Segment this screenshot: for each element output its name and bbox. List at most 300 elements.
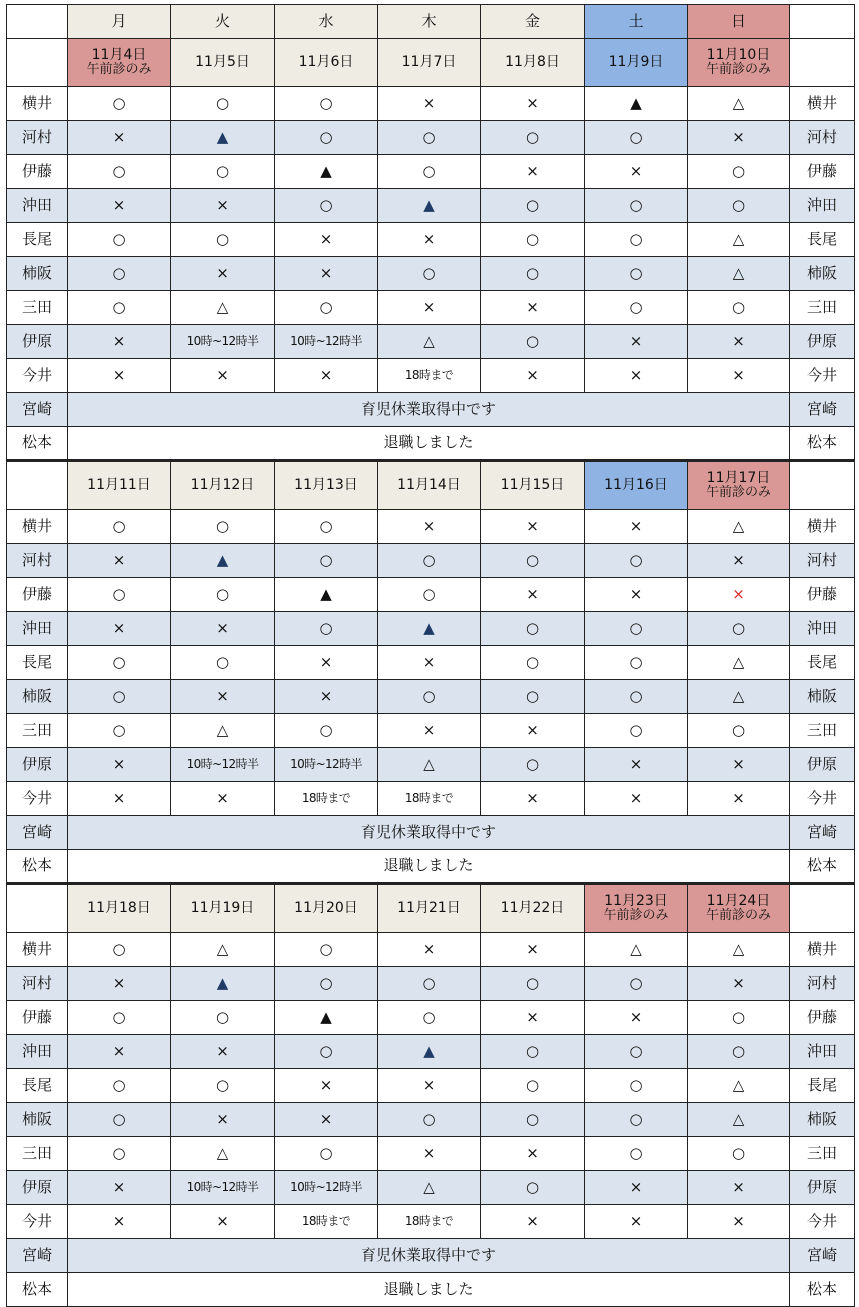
availability-cell: ×: [68, 612, 171, 646]
availability-cell: ○: [68, 680, 171, 714]
availability-cell: ○: [688, 291, 790, 325]
staff-name: 今井: [7, 359, 68, 393]
availability-cell: ○: [68, 257, 171, 291]
availability-cell: △: [378, 325, 481, 359]
availability-cell: ×: [688, 1205, 790, 1239]
date-cell: [481, 461, 585, 510]
date-cell: [171, 39, 275, 87]
staff-row: [7, 850, 855, 884]
date-label: 11月18日: [87, 900, 151, 917]
availability-cell: ×: [378, 714, 481, 748]
availability-cell: ○: [275, 933, 378, 967]
availability-cell: ○: [585, 1137, 688, 1171]
availability-cell: 10時~12時半: [171, 325, 275, 359]
availability-cell: ○: [481, 544, 585, 578]
staff-row: [7, 680, 855, 714]
weekday-header: 木: [378, 5, 481, 39]
availability-cell: 18時まで: [275, 1205, 378, 1239]
date-label: 11月19日: [190, 900, 255, 917]
availability-cell: ×: [481, 155, 585, 189]
availability-cell: ×: [688, 748, 790, 782]
staff-name: 伊藤: [7, 1001, 68, 1035]
schedule-table: [6, 4, 855, 1307]
availability-cell: ×: [585, 510, 688, 544]
staff-name-right: 三田: [790, 291, 855, 325]
staff-row: [7, 816, 855, 850]
availability-cell: ○: [68, 933, 171, 967]
availability-cell: ×: [68, 1035, 171, 1069]
availability-cell: ○: [585, 257, 688, 291]
availability-cell: ○: [275, 1137, 378, 1171]
header-corner: [7, 5, 68, 39]
date-cell: [171, 884, 275, 933]
staff-name-right: 今井: [790, 1205, 855, 1239]
availability-cell: ×: [585, 155, 688, 189]
availability-cell: ○: [481, 748, 585, 782]
staff-row: [7, 427, 855, 461]
date-header-row: [7, 461, 855, 510]
availability-cell: ○: [585, 646, 688, 680]
date-label: 11月6日: [298, 54, 354, 71]
date-label: 11月21日: [397, 900, 461, 917]
availability-cell: ○: [585, 121, 688, 155]
availability-cell: ○: [68, 291, 171, 325]
date-cell: [275, 461, 378, 510]
date-cell: [378, 884, 481, 933]
availability-cell: △: [688, 223, 790, 257]
date-cell: [68, 884, 171, 933]
staff-row: [7, 646, 855, 680]
availability-cell: ○: [378, 967, 481, 1001]
availability-cell: ○: [585, 544, 688, 578]
availability-cell: ×: [171, 1205, 275, 1239]
availability-cell: ○: [171, 87, 275, 121]
date-header-row: [7, 884, 855, 933]
availability-cell: ×: [275, 680, 378, 714]
availability-cell: ○: [481, 1069, 585, 1103]
staff-name-right: 宮崎: [790, 393, 855, 427]
availability-cell: ○: [171, 1069, 275, 1103]
availability-cell: ○: [585, 223, 688, 257]
availability-cell: △: [171, 933, 275, 967]
staff-name: 三田: [7, 714, 68, 748]
date-cell: [378, 461, 481, 510]
availability-cell: ○: [688, 189, 790, 223]
staff-name: 河村: [7, 967, 68, 1001]
availability-cell: 18時まで: [378, 359, 481, 393]
availability-cell: ○: [481, 1035, 585, 1069]
staff-name: 長尾: [7, 1069, 68, 1103]
staff-name: 今井: [7, 1205, 68, 1239]
availability-cell: ○: [68, 1103, 171, 1137]
availability-cell: ▲: [275, 155, 378, 189]
availability-cell: ○: [688, 1137, 790, 1171]
staff-name-right: 三田: [790, 1137, 855, 1171]
availability-cell: ▲: [275, 578, 378, 612]
availability-cell: ○: [378, 578, 481, 612]
staff-name-right: 今井: [790, 782, 855, 816]
availability-cell: △: [378, 1171, 481, 1205]
staff-name-right: 沖田: [790, 612, 855, 646]
staff-name: 長尾: [7, 223, 68, 257]
availability-cell: ○: [481, 612, 585, 646]
staff-name-right: 沖田: [790, 1035, 855, 1069]
staff-row: [7, 714, 855, 748]
staff-name-right: 柿阪: [790, 257, 855, 291]
date-note: 午前診のみ: [603, 908, 669, 924]
staff-name-right: 松本: [790, 427, 855, 461]
availability-cell: ○: [481, 257, 585, 291]
availability-cell: ×: [68, 121, 171, 155]
staff-name-right: 伊藤: [790, 578, 855, 612]
staff-name-right: 柿阪: [790, 680, 855, 714]
availability-cell: ○: [585, 291, 688, 325]
availability-cell: ○: [585, 1069, 688, 1103]
availability-cell: ×: [378, 646, 481, 680]
availability-cell: ○: [68, 1069, 171, 1103]
availability-cell: ○: [68, 155, 171, 189]
staff-name: 伊原: [7, 1171, 68, 1205]
weekday-header: 月: [68, 5, 171, 39]
staff-row: [7, 544, 855, 578]
availability-cell: ×: [275, 359, 378, 393]
availability-cell: ○: [688, 1001, 790, 1035]
availability-cell: ○: [585, 1103, 688, 1137]
availability-cell: ×: [585, 1205, 688, 1239]
availability-cell: ×: [378, 933, 481, 967]
availability-cell: ○: [688, 612, 790, 646]
availability-cell: ×: [481, 1137, 585, 1171]
availability-cell: ○: [275, 189, 378, 223]
availability-cell: ○: [378, 257, 481, 291]
staff-row: [7, 1273, 855, 1307]
date-cell: [688, 39, 790, 87]
date-cell: [688, 884, 790, 933]
availability-cell: ○: [68, 646, 171, 680]
date-row-corner: [7, 39, 68, 87]
availability-cell: ○: [275, 121, 378, 155]
availability-cell: ×: [688, 1171, 790, 1205]
availability-cell: ○: [481, 680, 585, 714]
availability-cell: ×: [68, 359, 171, 393]
availability-cell: ×: [378, 510, 481, 544]
weekday-header: 土: [585, 5, 688, 39]
staff-name-right: 松本: [790, 1273, 855, 1307]
availability-cell: ×: [585, 748, 688, 782]
staff-name: 横井: [7, 933, 68, 967]
staff-name-right: 長尾: [790, 1069, 855, 1103]
availability-cell: ○: [481, 325, 585, 359]
availability-cell: ○: [171, 510, 275, 544]
staff-row: [7, 393, 855, 427]
availability-cell: ×: [585, 359, 688, 393]
staff-row: [7, 782, 855, 816]
availability-cell: ○: [68, 714, 171, 748]
availability-cell: ×: [275, 257, 378, 291]
staff-name: 横井: [7, 510, 68, 544]
availability-cell: ○: [688, 1035, 790, 1069]
availability-cell: ○: [688, 714, 790, 748]
staff-name-right: 伊原: [790, 325, 855, 359]
availability-cell: ×: [481, 87, 585, 121]
availability-cell: ×: [481, 714, 585, 748]
availability-cell: ▲: [275, 1001, 378, 1035]
date-label: 11月24日: [706, 893, 771, 910]
status-note: 退職しました: [68, 850, 790, 884]
staff-name-right: 伊原: [790, 748, 855, 782]
availability-cell: ×: [68, 748, 171, 782]
availability-cell: ×: [585, 325, 688, 359]
availability-cell: ×: [171, 359, 275, 393]
staff-name-right: 伊藤: [790, 1001, 855, 1035]
availability-cell: ×: [171, 612, 275, 646]
availability-cell: ×: [585, 578, 688, 612]
staff-name-right: 今井: [790, 359, 855, 393]
date-label: 11月23日: [604, 893, 668, 910]
availability-cell: △: [688, 680, 790, 714]
status-note: 育児休業取得中です: [68, 816, 790, 850]
availability-cell: ○: [481, 121, 585, 155]
date-note: 午前診のみ: [86, 62, 152, 78]
availability-cell: ○: [378, 544, 481, 578]
staff-row: [7, 291, 855, 325]
availability-cell: ○: [275, 714, 378, 748]
availability-cell: 10時~12時半: [275, 1171, 378, 1205]
weekday-header-row: [7, 5, 855, 39]
availability-cell: ○: [275, 87, 378, 121]
date-cell: [171, 461, 275, 510]
staff-name-right: 河村: [790, 544, 855, 578]
staff-row: [7, 87, 855, 121]
availability-cell: ×: [378, 223, 481, 257]
availability-cell: △: [171, 1137, 275, 1171]
schedule-body: [7, 5, 855, 1307]
availability-cell: ×: [688, 782, 790, 816]
staff-name-right: 長尾: [790, 223, 855, 257]
availability-cell: ○: [171, 223, 275, 257]
status-note: 退職しました: [68, 1273, 790, 1307]
availability-cell: ○: [275, 967, 378, 1001]
staff-row: [7, 1137, 855, 1171]
staff-name: 伊原: [7, 325, 68, 359]
date-cell: [585, 39, 688, 87]
availability-cell: ×: [481, 782, 585, 816]
availability-cell: ×: [171, 782, 275, 816]
availability-cell: ×: [68, 1205, 171, 1239]
availability-cell: ×: [68, 189, 171, 223]
availability-cell: ○: [481, 967, 585, 1001]
header-corner-right: [790, 5, 855, 39]
availability-cell: ○: [68, 87, 171, 121]
staff-row: [7, 1239, 855, 1273]
availability-cell: ○: [68, 223, 171, 257]
date-label: 11月13日: [294, 477, 358, 494]
weekday-header: 日: [688, 5, 790, 39]
date-label: 11月10日: [706, 47, 771, 64]
date-label: 11月22日: [500, 900, 565, 917]
staff-name: 横井: [7, 87, 68, 121]
availability-cell: ×: [171, 189, 275, 223]
staff-row: [7, 155, 855, 189]
availability-cell: ×: [68, 967, 171, 1001]
availability-cell: ×: [481, 359, 585, 393]
staff-row: [7, 933, 855, 967]
staff-name-right: 横井: [790, 510, 855, 544]
availability-cell: ○: [378, 155, 481, 189]
staff-row: [7, 510, 855, 544]
availability-cell: ○: [378, 121, 481, 155]
staff-name-right: 長尾: [790, 646, 855, 680]
status-note: 育児休業取得中です: [68, 393, 790, 427]
staff-name-right: 横井: [790, 87, 855, 121]
availability-cell: ○: [68, 578, 171, 612]
availability-cell: ×: [688, 325, 790, 359]
availability-cell: 10時~12時半: [275, 748, 378, 782]
availability-cell: 10時~12時半: [171, 748, 275, 782]
availability-cell: ○: [378, 680, 481, 714]
availability-cell: ○: [68, 1137, 171, 1171]
staff-row: [7, 612, 855, 646]
staff-name: 沖田: [7, 1035, 68, 1069]
availability-cell: ×: [275, 223, 378, 257]
staff-name: 柿阪: [7, 257, 68, 291]
staff-name: 宮崎: [7, 1239, 68, 1273]
date-note: 午前診のみ: [705, 62, 771, 78]
availability-cell: ▲: [171, 544, 275, 578]
date-row-corner-right: [790, 39, 855, 87]
availability-cell: △: [688, 87, 790, 121]
availability-cell: ○: [481, 646, 585, 680]
availability-cell: 18時まで: [275, 782, 378, 816]
staff-row: [7, 223, 855, 257]
availability-cell: ○: [171, 646, 275, 680]
staff-name: 河村: [7, 544, 68, 578]
availability-cell: ×: [481, 1205, 585, 1239]
availability-cell: ×: [68, 1171, 171, 1205]
availability-cell: ○: [585, 967, 688, 1001]
availability-cell: ○: [585, 680, 688, 714]
availability-cell: ▲: [378, 612, 481, 646]
staff-name: 柿阪: [7, 680, 68, 714]
availability-cell: ×: [171, 257, 275, 291]
staff-row: [7, 189, 855, 223]
weekday-header: 水: [275, 5, 378, 39]
staff-row: [7, 1001, 855, 1035]
availability-cell: ×: [688, 359, 790, 393]
staff-name-right: 伊藤: [790, 155, 855, 189]
availability-cell: △: [688, 1103, 790, 1137]
date-cell: [481, 884, 585, 933]
date-cell: [481, 39, 585, 87]
staff-name: 今井: [7, 782, 68, 816]
date-cell: [68, 39, 171, 87]
staff-name: 松本: [7, 427, 68, 461]
staff-name-right: 横井: [790, 933, 855, 967]
availability-cell: ○: [275, 612, 378, 646]
availability-cell: ×: [378, 291, 481, 325]
date-row-corner: [7, 884, 68, 933]
availability-cell: 18時まで: [378, 1205, 481, 1239]
weekday-header: 金: [481, 5, 585, 39]
availability-cell: △: [688, 646, 790, 680]
availability-cell: ×: [378, 1069, 481, 1103]
date-cell: [585, 884, 688, 933]
availability-cell: ▲: [378, 189, 481, 223]
availability-cell: ○: [585, 1035, 688, 1069]
staff-row: [7, 967, 855, 1001]
availability-cell: ×: [171, 680, 275, 714]
availability-cell: ×: [688, 967, 790, 1001]
date-cell: [585, 461, 688, 510]
date-cell: [378, 39, 481, 87]
availability-cell: ×: [688, 544, 790, 578]
staff-row: [7, 748, 855, 782]
availability-cell: ○: [275, 291, 378, 325]
availability-cell: ×: [481, 933, 585, 967]
staff-row: [7, 257, 855, 291]
availability-cell: 10時~12時半: [171, 1171, 275, 1205]
weekday-header: 火: [171, 5, 275, 39]
staff-name-right: 三田: [790, 714, 855, 748]
date-label: 11月16日: [604, 477, 668, 494]
availability-cell: ○: [171, 1001, 275, 1035]
availability-cell: ○: [585, 612, 688, 646]
date-label: 11月5日: [195, 54, 250, 71]
status-note: 育児休業取得中です: [68, 1239, 790, 1273]
availability-cell: ×: [585, 1001, 688, 1035]
staff-name-right: 河村: [790, 967, 855, 1001]
availability-cell: ×: [171, 1035, 275, 1069]
availability-cell: △: [585, 933, 688, 967]
availability-cell: ×: [378, 1137, 481, 1171]
staff-name: 宮崎: [7, 393, 68, 427]
date-label: 11月14日: [397, 477, 461, 494]
staff-row: [7, 1035, 855, 1069]
availability-cell: ○: [688, 155, 790, 189]
availability-cell: ×: [585, 782, 688, 816]
date-cell: [688, 461, 790, 510]
availability-cell: ▲: [171, 121, 275, 155]
availability-cell: ×: [275, 1069, 378, 1103]
availability-cell: 10時~12時半: [275, 325, 378, 359]
availability-cell: ○: [68, 510, 171, 544]
staff-name-right: 河村: [790, 121, 855, 155]
availability-cell: ○: [481, 223, 585, 257]
staff-name: 三田: [7, 291, 68, 325]
date-row-corner: [7, 461, 68, 510]
staff-name: 柿阪: [7, 1103, 68, 1137]
availability-cell: ×: [171, 1103, 275, 1137]
availability-cell: 18時まで: [378, 782, 481, 816]
availability-cell: ×: [481, 578, 585, 612]
date-label: 11月7日: [401, 54, 457, 71]
staff-name: 沖田: [7, 189, 68, 223]
date-label: 11月8日: [505, 54, 560, 71]
staff-row: [7, 578, 855, 612]
date-row-corner-right: [790, 884, 855, 933]
staff-name: 伊原: [7, 748, 68, 782]
availability-cell: ×: [68, 544, 171, 578]
availability-cell: △: [688, 1069, 790, 1103]
staff-name-right: 沖田: [790, 189, 855, 223]
date-label: 11月12日: [190, 477, 255, 494]
date-cell: [275, 884, 378, 933]
availability-cell: ×: [585, 1171, 688, 1205]
availability-cell: ×: [688, 121, 790, 155]
availability-cell: ×: [68, 782, 171, 816]
staff-name-right: 柿阪: [790, 1103, 855, 1137]
date-label: 11月15日: [500, 477, 565, 494]
